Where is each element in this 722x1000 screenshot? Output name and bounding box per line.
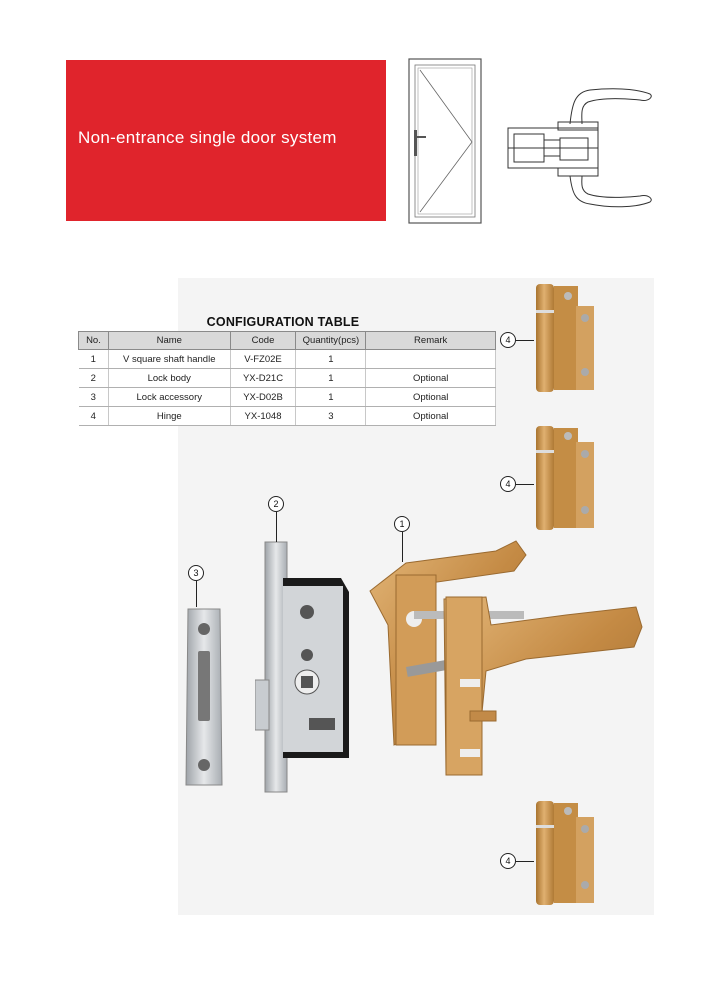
config-table-grid: [78, 331, 496, 426]
cell-code: YX-D21C: [230, 369, 296, 388]
door-elevation-drawing: [408, 58, 484, 226]
cell-remark: Optional: [366, 407, 496, 426]
cell-remark: Optional: [366, 369, 496, 388]
leader-line: [402, 532, 403, 562]
configuration-table: [78, 315, 496, 426]
hinge-image-bottom: [528, 795, 608, 910]
cell-name: Lock accessory: [108, 388, 230, 407]
cell-no: 4: [79, 407, 109, 426]
column-header: Name: [108, 332, 230, 350]
callout-hinge: 4: [500, 332, 516, 348]
hinge-image-top: [528, 278, 608, 398]
column-header: No.: [79, 332, 109, 350]
cell-qty: 1: [296, 350, 366, 369]
cell-qty: 1: [296, 369, 366, 388]
cell-qty: 1: [296, 388, 366, 407]
column-header: Remark: [366, 332, 496, 350]
banner-title: Non-entrance single door system: [78, 128, 337, 147]
leader-line: [516, 340, 534, 341]
cell-no: 1: [79, 350, 109, 369]
column-header: Quantity(pcs): [296, 332, 366, 350]
strike-plate-image: [180, 605, 225, 790]
table-row: [79, 407, 496, 426]
leader-line: [516, 861, 534, 862]
cell-name: V square shaft handle: [108, 350, 230, 369]
callout-strike: 3: [188, 565, 204, 581]
cell-qty: 3: [296, 407, 366, 426]
callout-lock-body: 2: [268, 496, 284, 512]
config-table-title: CONFIGURATION TABLE: [206, 315, 360, 329]
leader-line: [276, 512, 277, 542]
column-header: Code: [230, 332, 296, 350]
handle-set-image: [366, 535, 656, 785]
lock-body-image: [255, 540, 355, 795]
leader-line: [196, 581, 197, 607]
cell-no: 3: [79, 388, 109, 407]
cell-code: V-FZ02E: [230, 350, 296, 369]
callout-hinge: 4: [500, 476, 516, 492]
handle-profile-drawing: [500, 84, 660, 214]
cell-name: Lock body: [108, 369, 230, 388]
cell-name: Hinge: [108, 407, 230, 426]
cell-code: YX-D02B: [230, 388, 296, 407]
callout-handle: 1: [394, 516, 410, 532]
cell-code: YX-1048: [230, 407, 296, 426]
callout-hinge: 4: [500, 853, 516, 869]
hinge-image-middle: [528, 420, 608, 535]
table-header-row: [79, 332, 496, 350]
table-row: [79, 369, 496, 388]
title-banner: [66, 60, 386, 221]
leader-line: [516, 484, 534, 485]
cell-remark: Optional: [366, 388, 496, 407]
cell-no: 2: [79, 369, 109, 388]
cell-remark: [366, 350, 496, 369]
table-row: [79, 388, 496, 407]
table-row: [79, 350, 496, 369]
